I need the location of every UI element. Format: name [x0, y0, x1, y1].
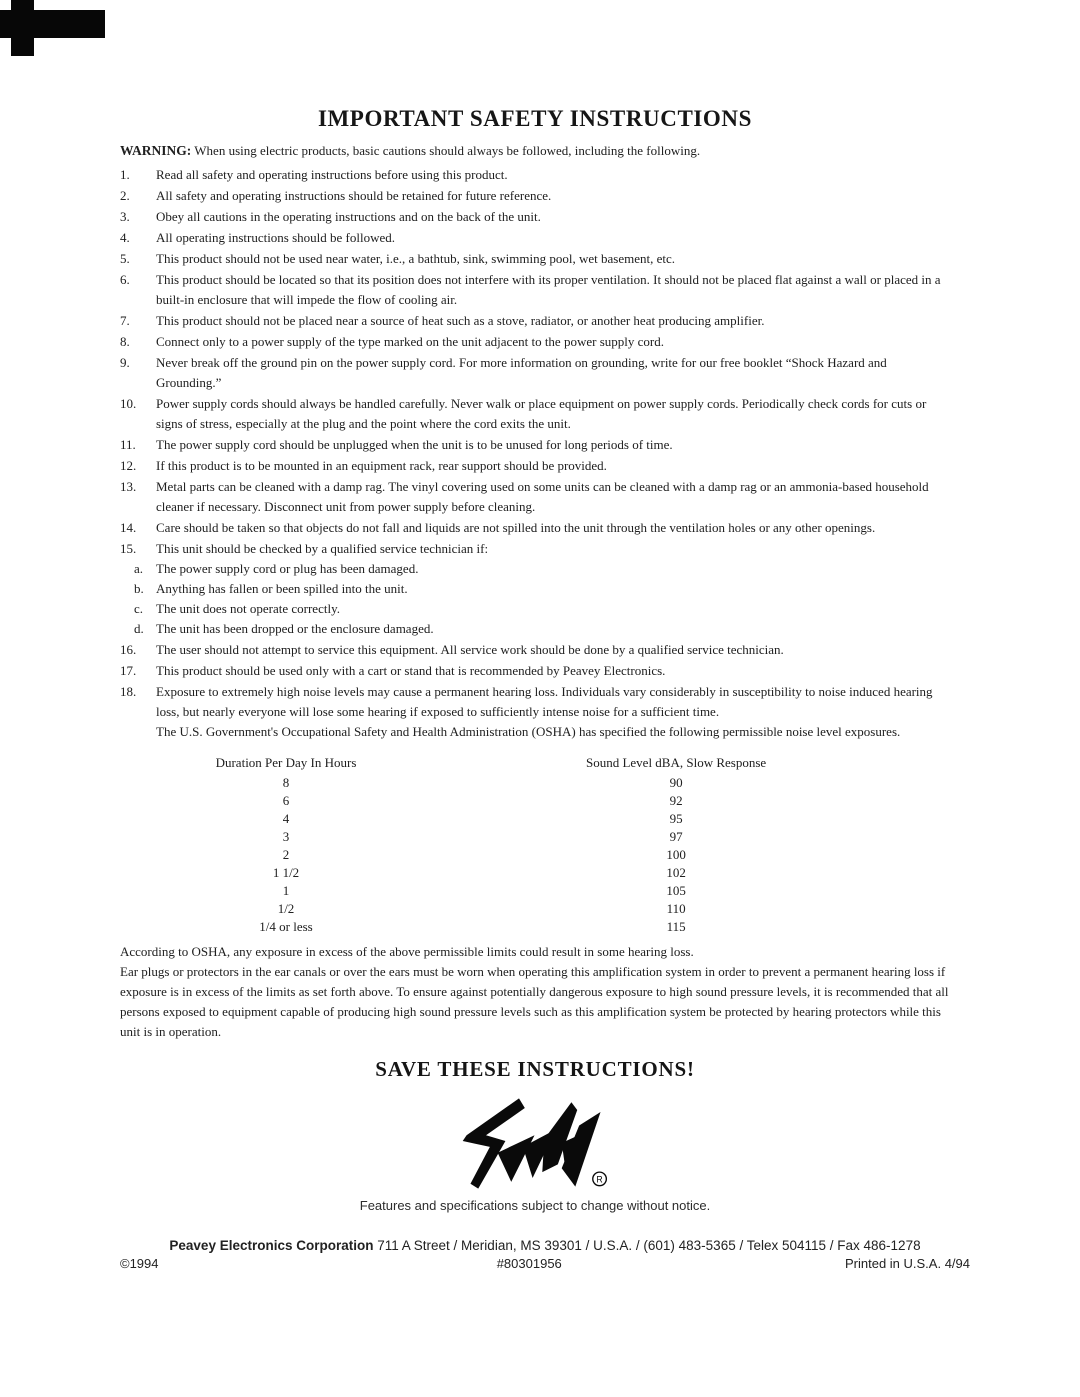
item-body: [134, 539, 950, 639]
item-body: [156, 249, 950, 269]
printed-in: Printed in U.S.A. 4/94: [844, 1256, 970, 1271]
item-body: [156, 186, 950, 206]
company-name: Peavey Electronics Corporation: [169, 1238, 374, 1253]
sub-item: [134, 579, 950, 599]
part-number: #80301956: [496, 1256, 562, 1271]
scan-artifact-horizontal: [0, 10, 105, 38]
sub-item-letter: b.: [134, 581, 144, 596]
list-item: [120, 661, 950, 681]
sound-level-cell: 105: [666, 883, 686, 898]
table-row: [120, 810, 950, 828]
list-item: [120, 477, 950, 517]
sound-level-cell: 97: [669, 829, 683, 844]
warning-text: When using electric products, basic cautions should always be followed, including the following.: [194, 143, 701, 158]
item-body: [156, 332, 950, 352]
duration-cell: 2: [282, 847, 290, 862]
item-text: Exposure to extremely high noise levels may cause a permanent hearing loss. Individuals vary considerably in susceptibility to noise induced hearing loss, but nearly everyone will lose some hearing if exposed to sufficiently intense noise for a sufficient time.: [156, 684, 933, 719]
list-item: [120, 394, 950, 434]
item-body: [156, 435, 950, 455]
item-number: 11.: [120, 437, 136, 452]
duration-cell: 4: [282, 811, 290, 826]
item-text: Care should be taken so that objects do not fall and liquids are not spilled into the unit through the ventilation holes or any other openings.: [156, 520, 876, 535]
item-text: This product should not be placed near a source of heat such as a stove, radiator, or another heat producing amplifier.: [156, 313, 765, 328]
sub-item: [134, 619, 950, 639]
osha-warning-paragraph: Ear plugs or protectors in the ear canals or over the ears must be worn when operating this amplification system in order to prevent a permanent hearing loss if exposure is in excess of the limits as set forth above. To ensure against potentially dangerous exposure to high sound pressure levels, it is recommended that all persons exposed to equipment capable of producing high sound pressure levels such as this amplification system be protected by hearing protectors while this unit is in operation.: [120, 964, 949, 1039]
item-number: 3.: [120, 209, 130, 224]
warning-line: [120, 141, 950, 161]
item-number: 15.: [120, 541, 137, 556]
list-item: [120, 165, 950, 185]
item-body: [156, 207, 950, 227]
table-row: [120, 792, 950, 810]
item-text: The user should not attempt to service this equipment. All service work should be done by a qualified service technician.: [156, 642, 784, 657]
item-text: This product should be used only with a cart or stand that is recommended by Peavey Electronics.: [156, 663, 666, 678]
list-item: [120, 682, 950, 742]
table-row: [120, 864, 950, 882]
item-text: This product should not be used near water, i.e., a bathtub, sink, swimming pool, wet basement, etc.: [156, 251, 676, 266]
sound-level-cell: 102: [666, 865, 686, 880]
item-body: [156, 456, 950, 476]
item-number: 18.: [120, 684, 137, 699]
item-text: This product should be located so that its position does not interfere with its proper ventilation. It should not be placed flat against a wall or placed in a built-in enclosure that will impede the flow of cooling air.: [156, 272, 941, 307]
warning-label: WARNING:: [120, 143, 192, 158]
list-item: [120, 640, 950, 660]
item-text: Power supply cords should always be handled carefully. Never walk or place equipment on power supply cords. Periodically check cords for cuts or signs of stress, especially at the plug and the point where the cord exits the unit.: [156, 396, 927, 431]
item-body: [156, 311, 950, 331]
list-item: [120, 228, 950, 248]
list-item: [120, 270, 950, 310]
column-header-duration: Duration Per Day In Hours: [215, 755, 357, 770]
registered-mark-letter: R: [595, 1174, 603, 1185]
sound-level-cell: 115: [666, 919, 686, 934]
item-text: The power supply cord should be unplugged when the unit is to be unused for long periods of time.: [156, 437, 673, 452]
item-number: 13.: [120, 479, 137, 494]
item-text: Metal parts can be cleaned with a damp rag. The vinyl covering used on some units can be cleaned with a damp rag or an ammonia-based household cleaner if necessary. Disconnect unit from power supply before cleaning.: [156, 479, 929, 514]
save-instructions-heading: SAVE THESE INSTRUCTIONS!: [375, 1057, 695, 1081]
item-text: All operating instructions should be followed.: [156, 230, 396, 245]
item-text: Never break off the ground pin on the power supply cord. For more information on grounding, write for our free booklet “Shock Hazard and Grounding.”: [156, 355, 887, 390]
item-body: [156, 228, 950, 248]
list-item: [120, 332, 950, 352]
table-row: [120, 882, 950, 900]
item-number: 4.: [120, 230, 130, 245]
sound-level-cell: 110: [666, 901, 686, 916]
sub-item-text: The unit does not operate correctly.: [156, 601, 340, 616]
sub-item-letter: a.: [134, 561, 144, 576]
item-text: This unit should be checked by a qualified service technician if:: [156, 541, 489, 556]
sound-level-cell: 100: [666, 847, 686, 862]
duration-cell: 8: [282, 775, 290, 790]
item-number: 12.: [120, 458, 137, 473]
table-row: [120, 846, 950, 864]
sub-item-letter: d.: [134, 621, 144, 636]
exposure-table-rows: [120, 774, 950, 936]
list-item: [120, 353, 950, 393]
osha-note: According to OSHA, any exposure in excess of the above permissible limits could result in some hearing loss.: [120, 944, 694, 959]
page-footer: [0, 1238, 1080, 1271]
item-number: 16.: [120, 642, 137, 657]
table-row: [120, 774, 950, 792]
item-body: [156, 661, 950, 681]
item-body: [156, 477, 950, 517]
sub-item-text: The power supply cord or plug has been damaged.: [156, 561, 419, 576]
sound-level-cell: 92: [669, 793, 683, 808]
item-number: 10.: [120, 396, 137, 411]
sub-item-letter: c.: [134, 601, 144, 616]
footer-bottom-row: [120, 1256, 970, 1271]
item-text: Connect only to a power supply of the type marked on the unit adjacent to the power supply cord.: [156, 334, 664, 349]
item-body: [156, 165, 950, 185]
page-title: IMPORTANT SAFETY INSTRUCTIONS: [317, 106, 753, 131]
sub-item-text: Anything has fallen or been spilled into the unit.: [156, 581, 408, 596]
item-number: 14.: [120, 520, 137, 535]
item-number: 9.: [120, 355, 130, 370]
exposure-table-header: [120, 753, 950, 773]
sound-level-cell: 90: [669, 775, 683, 790]
item-number: 1.: [120, 167, 130, 182]
item-text: Read all safety and operating instructions before using this product.: [156, 167, 508, 182]
company-contact-line: [120, 1238, 970, 1253]
list-item: [120, 539, 950, 639]
exposure-table: [120, 753, 950, 936]
duration-cell: 1: [282, 883, 290, 898]
item-text: All safety and operating instructions should be retained for future reference.: [156, 188, 552, 203]
duration-cell: 1 1/2: [272, 865, 300, 880]
item-body: [156, 270, 950, 310]
item-number: 8.: [120, 334, 130, 349]
item-number: 6.: [120, 272, 130, 287]
list-item: [120, 186, 950, 206]
duration-cell: 6: [282, 793, 290, 808]
item-number: 17.: [120, 663, 137, 678]
sub-item-text: The unit has been dropped or the enclosure damaged.: [156, 621, 434, 636]
item-body: [156, 518, 950, 538]
table-row: [120, 900, 950, 918]
peavey-logo: [120, 1094, 950, 1194]
copyright-year: ©1994: [120, 1256, 159, 1271]
item-text: Obey all cautions in the operating instructions and on the back of the unit.: [156, 209, 541, 224]
sub-item: [134, 559, 950, 579]
list-item: [120, 249, 950, 269]
item-body: [156, 682, 950, 742]
safety-instructions-list: [120, 165, 950, 742]
column-header-sound-level: Sound Level dBA, Slow Response: [585, 755, 767, 770]
table-row: [120, 918, 950, 936]
peavey-logo-mark: [453, 1094, 618, 1192]
item-number: 5.: [120, 251, 130, 266]
item-number: 7.: [120, 313, 130, 328]
company-contact: 711 A Street / Meridian, MS 39301 / U.S.A. / (601) 483-5365 / Telex 504115 / Fax 486-1278: [377, 1238, 921, 1253]
duration-cell: 1/2: [277, 901, 295, 916]
list-item: [120, 311, 950, 331]
sound-level-cell: 95: [669, 811, 683, 826]
item-number: 2.: [120, 188, 130, 203]
item-body: [156, 394, 950, 434]
item-text: If this product is to be mounted in an equipment rack, rear support should be provided.: [156, 458, 607, 473]
duration-cell: 1/4 or less: [259, 919, 313, 934]
table-row: [120, 828, 950, 846]
list-item: [120, 435, 950, 455]
item-extra-text: The U.S. Government's Occupational Safety and Health Administration (OSHA) has specified the following permissible noise level exposures.: [156, 724, 901, 739]
sub-item: [134, 599, 950, 619]
item-body: [156, 640, 950, 660]
spec-change-caption: Features and specifications subject to change without notice.: [359, 1198, 711, 1213]
list-item: [120, 207, 950, 227]
list-item: [120, 456, 950, 476]
item-body: [156, 353, 950, 393]
list-item: [120, 518, 950, 538]
duration-cell: 3: [282, 829, 290, 844]
